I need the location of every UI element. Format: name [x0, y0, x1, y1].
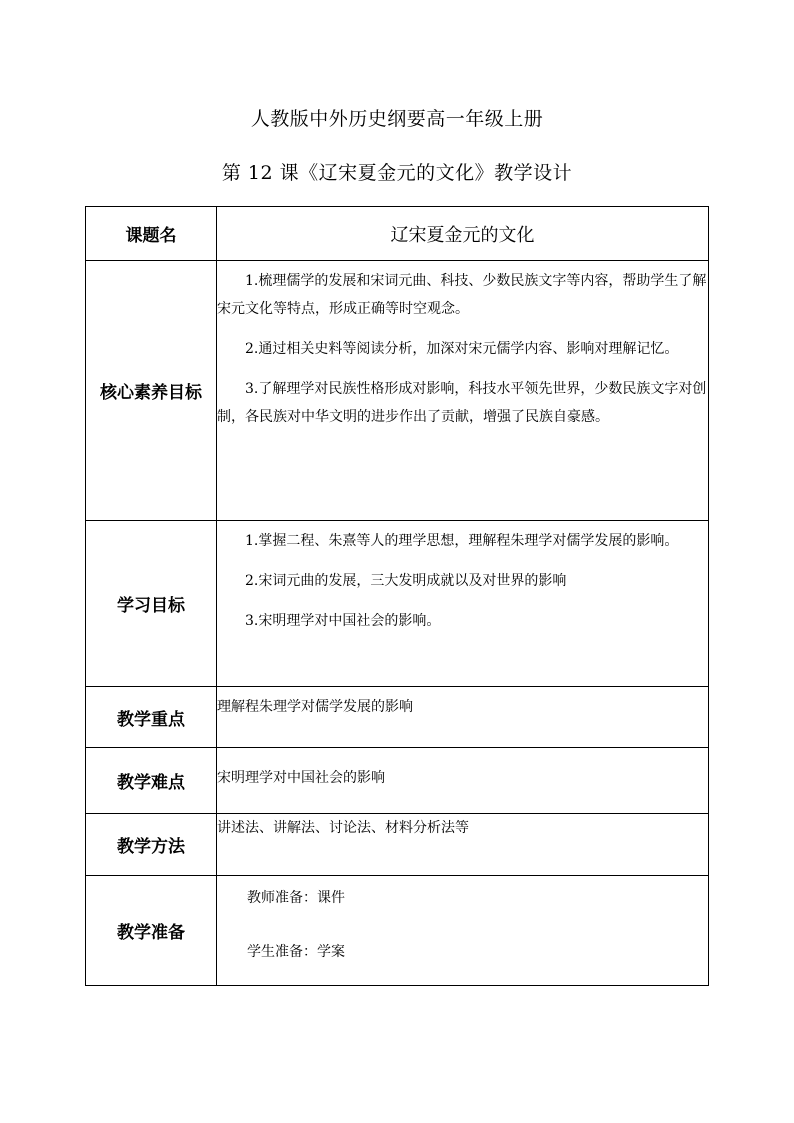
document-title: 人教版中外历史纲要高一年级上册: [250, 108, 544, 130]
key-point-label: 教学重点: [86, 687, 217, 748]
learning-goal-item: 2.宋词元曲的发展，三大发明成就以及对世界的影响: [245, 573, 567, 589]
learning-goal-item: 1.掌握二程、朱熹等人的理学思想，理解程朱理学对儒学发展的影响。: [245, 533, 679, 549]
table-row-core-goals: [86, 261, 709, 521]
preparation-content: [217, 876, 709, 986]
learning-goals-content: [217, 521, 709, 687]
learning-goal-item: 3.宋明理学对中国社会的影响。: [245, 613, 441, 629]
core-goals-content: [217, 261, 709, 521]
core-goal-item: 2.通过相关史料等阅读分析，加深对宋元儒学内容、影响对理解记忆。: [245, 341, 679, 357]
table-row-preparation: [86, 876, 709, 986]
preparation-label: 教学准备: [86, 876, 217, 986]
core-goals-label: 核心素养目标: [86, 261, 217, 521]
learning-goals-label: 学习目标: [86, 521, 217, 687]
difficulty-label: 教学难点: [86, 748, 217, 814]
difficulty-value: [217, 748, 709, 814]
student-preparation: 学生准备：学案: [247, 944, 345, 960]
methods-value: [217, 814, 709, 876]
key-point-value: 理解程朱理学对儒学发展的影响: [217, 687, 709, 748]
table-row-methods: [86, 814, 709, 876]
core-goal-item: 3.了解理学对民族性格形成对影响，科技水平领先世界，少数民族文字对创制，各民族对中华文明的进步作出了贡献，增强了民族自豪感。: [217, 381, 707, 425]
table-row-learning-goals: [86, 521, 709, 687]
core-goal-item: 1.梳理儒学的发展和宋词元曲、科技、少数民族文字等内容，帮助学生了解宋元文化等特点，形成正确等时空观念。: [217, 273, 707, 317]
table-row-difficulty: [86, 748, 709, 814]
lesson-plan-table: [85, 206, 709, 986]
methods-text: 讲述法、讲解法、讨论法、材料分析法等: [217, 820, 469, 836]
topic-value: 辽宋夏金元的文化: [217, 207, 709, 261]
topic-label: 课题名: [86, 207, 217, 261]
methods-label: 教学方法: [86, 814, 217, 876]
table-row-topic: [86, 207, 709, 261]
lesson-title: 第 12 课《辽宋夏金元的文化》教学设计: [221, 162, 573, 184]
teacher-preparation: 教师准备：课件: [247, 890, 345, 906]
table-row-key-point: [86, 687, 709, 748]
difficulty-text: 宋明理学对中国社会的影响: [217, 770, 385, 786]
